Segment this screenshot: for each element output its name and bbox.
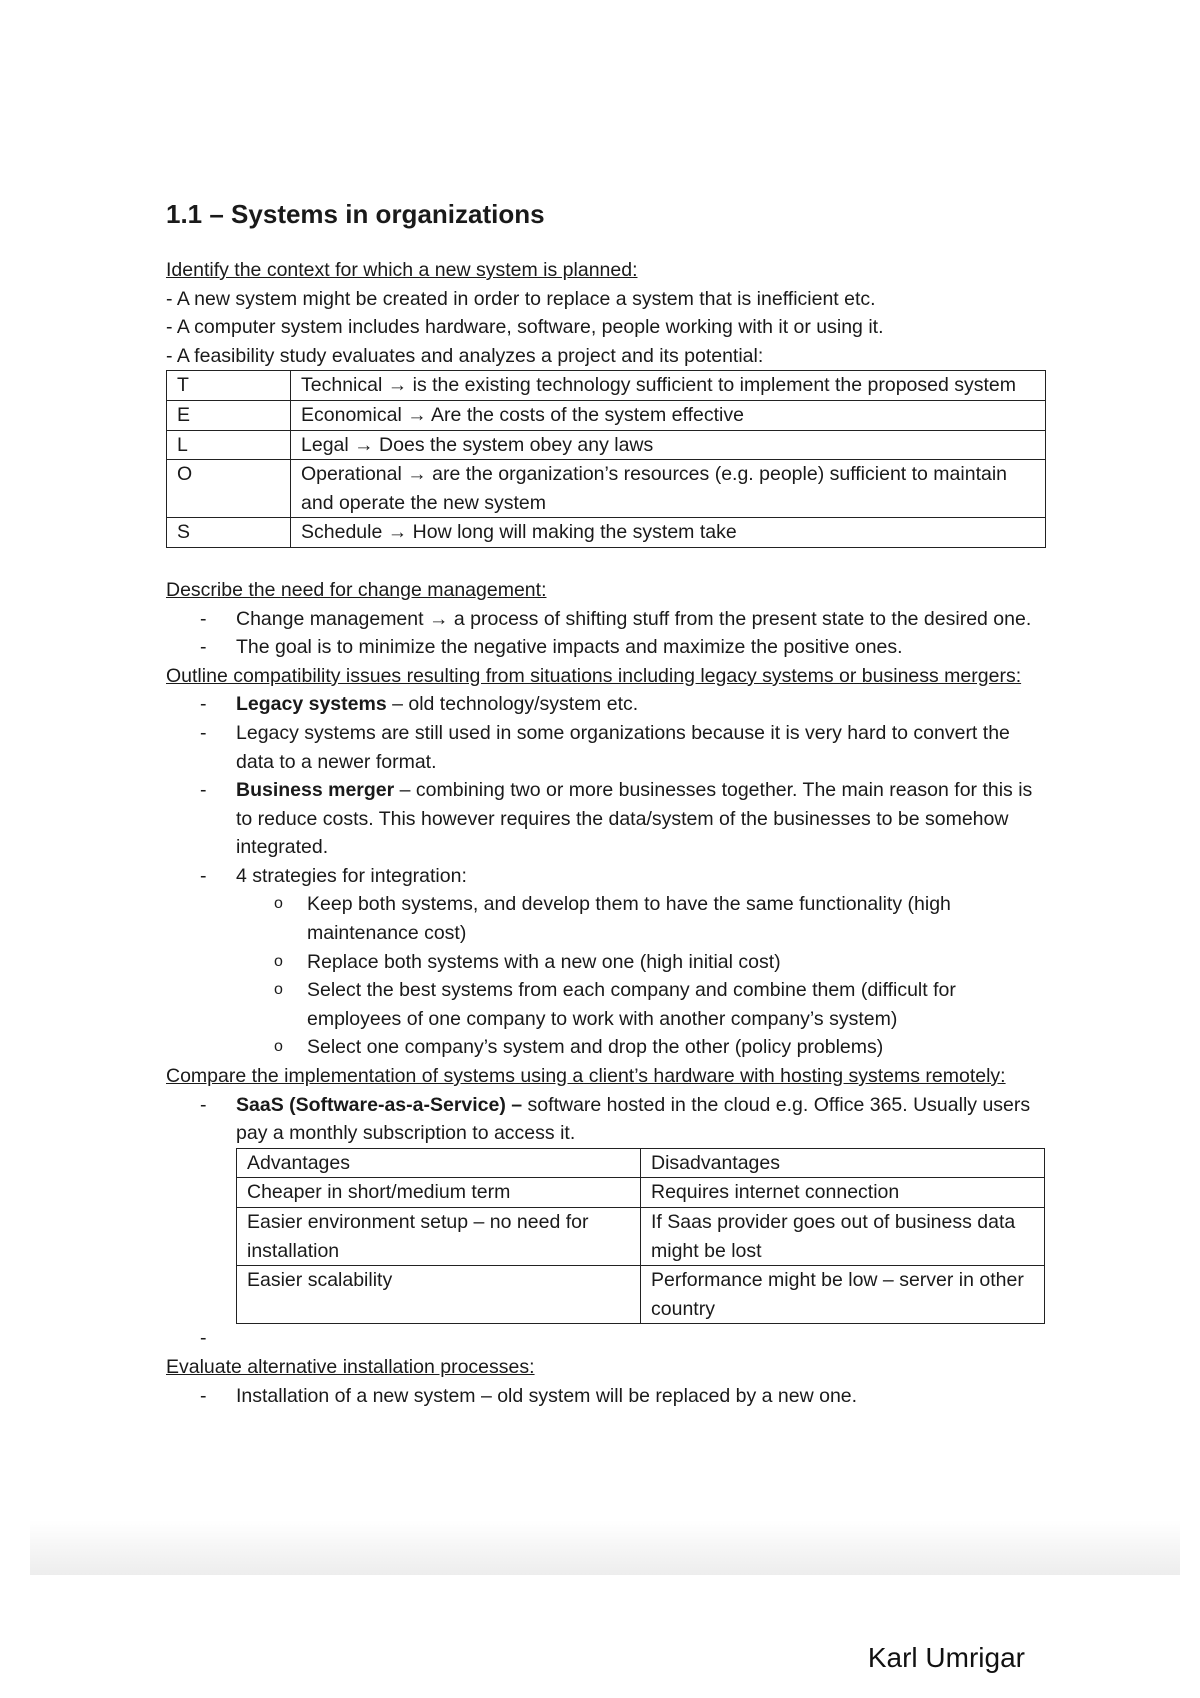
installation-list <box>166 1382 1046 1411</box>
context-line: - A computer system includes hardware, software, people working with it or using it. <box>166 316 884 339</box>
table-row <box>237 1178 1045 1208</box>
telos-letter: L <box>167 430 291 460</box>
telos-letter: S <box>167 518 291 548</box>
strategies-label: 4 strategies for integration: <box>236 864 467 887</box>
telos-letter: O <box>167 460 291 518</box>
table-row <box>167 400 1046 430</box>
strategy-item: o Keep both systems, and develop them to have the same functionality (high maintenance cost) <box>307 890 1046 947</box>
table-cell: Easier environment setup – no need for installation <box>237 1208 641 1266</box>
saas-term: SaaS (Software-as-a-Service) – <box>236 1093 523 1116</box>
merger-term: Business merger <box>236 779 395 802</box>
list-item: - Installation of a new system – old system will be replaced by a new one. <box>236 1382 1046 1411</box>
table-row <box>167 430 1046 460</box>
list-item: - The goal is to minimize the negative impacts and maximize the positive ones. <box>236 633 1046 662</box>
hosting-list <box>166 1091 1046 1148</box>
section-heading-installation: Evaluate alternative installation processes: <box>166 1355 535 1378</box>
list-item <box>236 1091 1046 1148</box>
legacy-term: Legacy systems <box>236 693 387 716</box>
list-item <box>236 776 1046 862</box>
table-cell: Performance might be low – server in other country <box>641 1266 1045 1324</box>
telos-description: Economical → Are the costs of the system effective <box>291 400 1046 430</box>
telos-description: Legal → Does the system obey any laws <box>291 430 1046 460</box>
strategies-list <box>236 890 1046 1062</box>
table-cell: Cheaper in short/medium term <box>237 1178 641 1208</box>
section-heading-change-management: Describe the need for change management: <box>166 578 547 601</box>
telos-table <box>166 370 1046 548</box>
table-row <box>167 371 1046 401</box>
merger-definition: – combining two or more businesses together. The main reason for this is to reduce costs. This however requires the data/system of the businesses to be somehow integrated. <box>236 779 1033 859</box>
document-page <box>166 196 1046 1410</box>
telos-description: Technical → is the existing technology sufficient to implement the proposed system <box>291 371 1046 401</box>
section-heading-compatibility: Outline compatibility issues resulting from situations including legacy systems or business mergers: <box>166 664 1022 687</box>
table-row <box>167 518 1046 548</box>
telos-description: Operational → are the organization’s resources (e.g. people) sufficient to maintain and operate the new system <box>291 460 1046 518</box>
table-header: Advantages <box>237 1148 641 1178</box>
legacy-definition: – old technology/system etc. <box>386 693 639 716</box>
page-title: 1.1 – Systems in organizations <box>166 199 545 229</box>
saas-table <box>236 1148 1045 1325</box>
list-item <box>236 862 1046 1062</box>
list-item <box>236 690 1046 719</box>
table-row <box>237 1208 1045 1266</box>
telos-letter: T <box>167 371 291 401</box>
compatibility-list <box>166 690 1046 1062</box>
context-line: - A feasibility study evaluates and analyzes a project and its potential: <box>166 344 764 367</box>
strategy-item: o Replace both systems with a new one (high initial cost) <box>307 948 1046 977</box>
context-line: - A new system might be created in order to replace a system that is inefficient etc. <box>166 287 876 310</box>
strategy-item: o Select one company’s system and drop the other (policy problems) <box>307 1033 1046 1062</box>
table-cell: If Saas provider goes out of business data might be lost <box>641 1208 1045 1266</box>
table-cell: Easier scalability <box>237 1266 641 1324</box>
section-heading-context: Identify the context for which a new system is planned: <box>166 259 638 281</box>
list-item: - Change management → a process of shifting stuff from the present state to the desired one. <box>236 605 1046 634</box>
saas-definition: software hosted in the cloud e.g. Office 365. Usually users pay a monthly subscription to access it. <box>236 1093 1031 1145</box>
table-row <box>237 1266 1045 1324</box>
telos-letter: E <box>167 400 291 430</box>
page-bottom-shadow <box>30 1520 1180 1575</box>
empty-list-item: - <box>200 1327 207 1350</box>
table-header-row <box>237 1148 1045 1178</box>
section-heading-hosting: Compare the implementation of systems using a client’s hardware with hosting systems remotely: <box>166 1065 1006 1088</box>
strategy-item: o Select the best systems from each company and combine them (difficult for employees of one company to work with another company’s system) <box>307 976 1046 1033</box>
change-management-list <box>166 605 1046 662</box>
table-header: Disadvantages <box>641 1148 1045 1178</box>
table-row <box>167 460 1046 518</box>
author-name: Karl Umrigar <box>867 1642 1025 1673</box>
list-item: - Legacy systems are still used in some organizations because it is very hard to convert the data to a newer format. <box>236 719 1046 776</box>
table-cell: Requires internet connection <box>641 1178 1045 1208</box>
telos-description: Schedule → How long will making the system take <box>291 518 1046 548</box>
